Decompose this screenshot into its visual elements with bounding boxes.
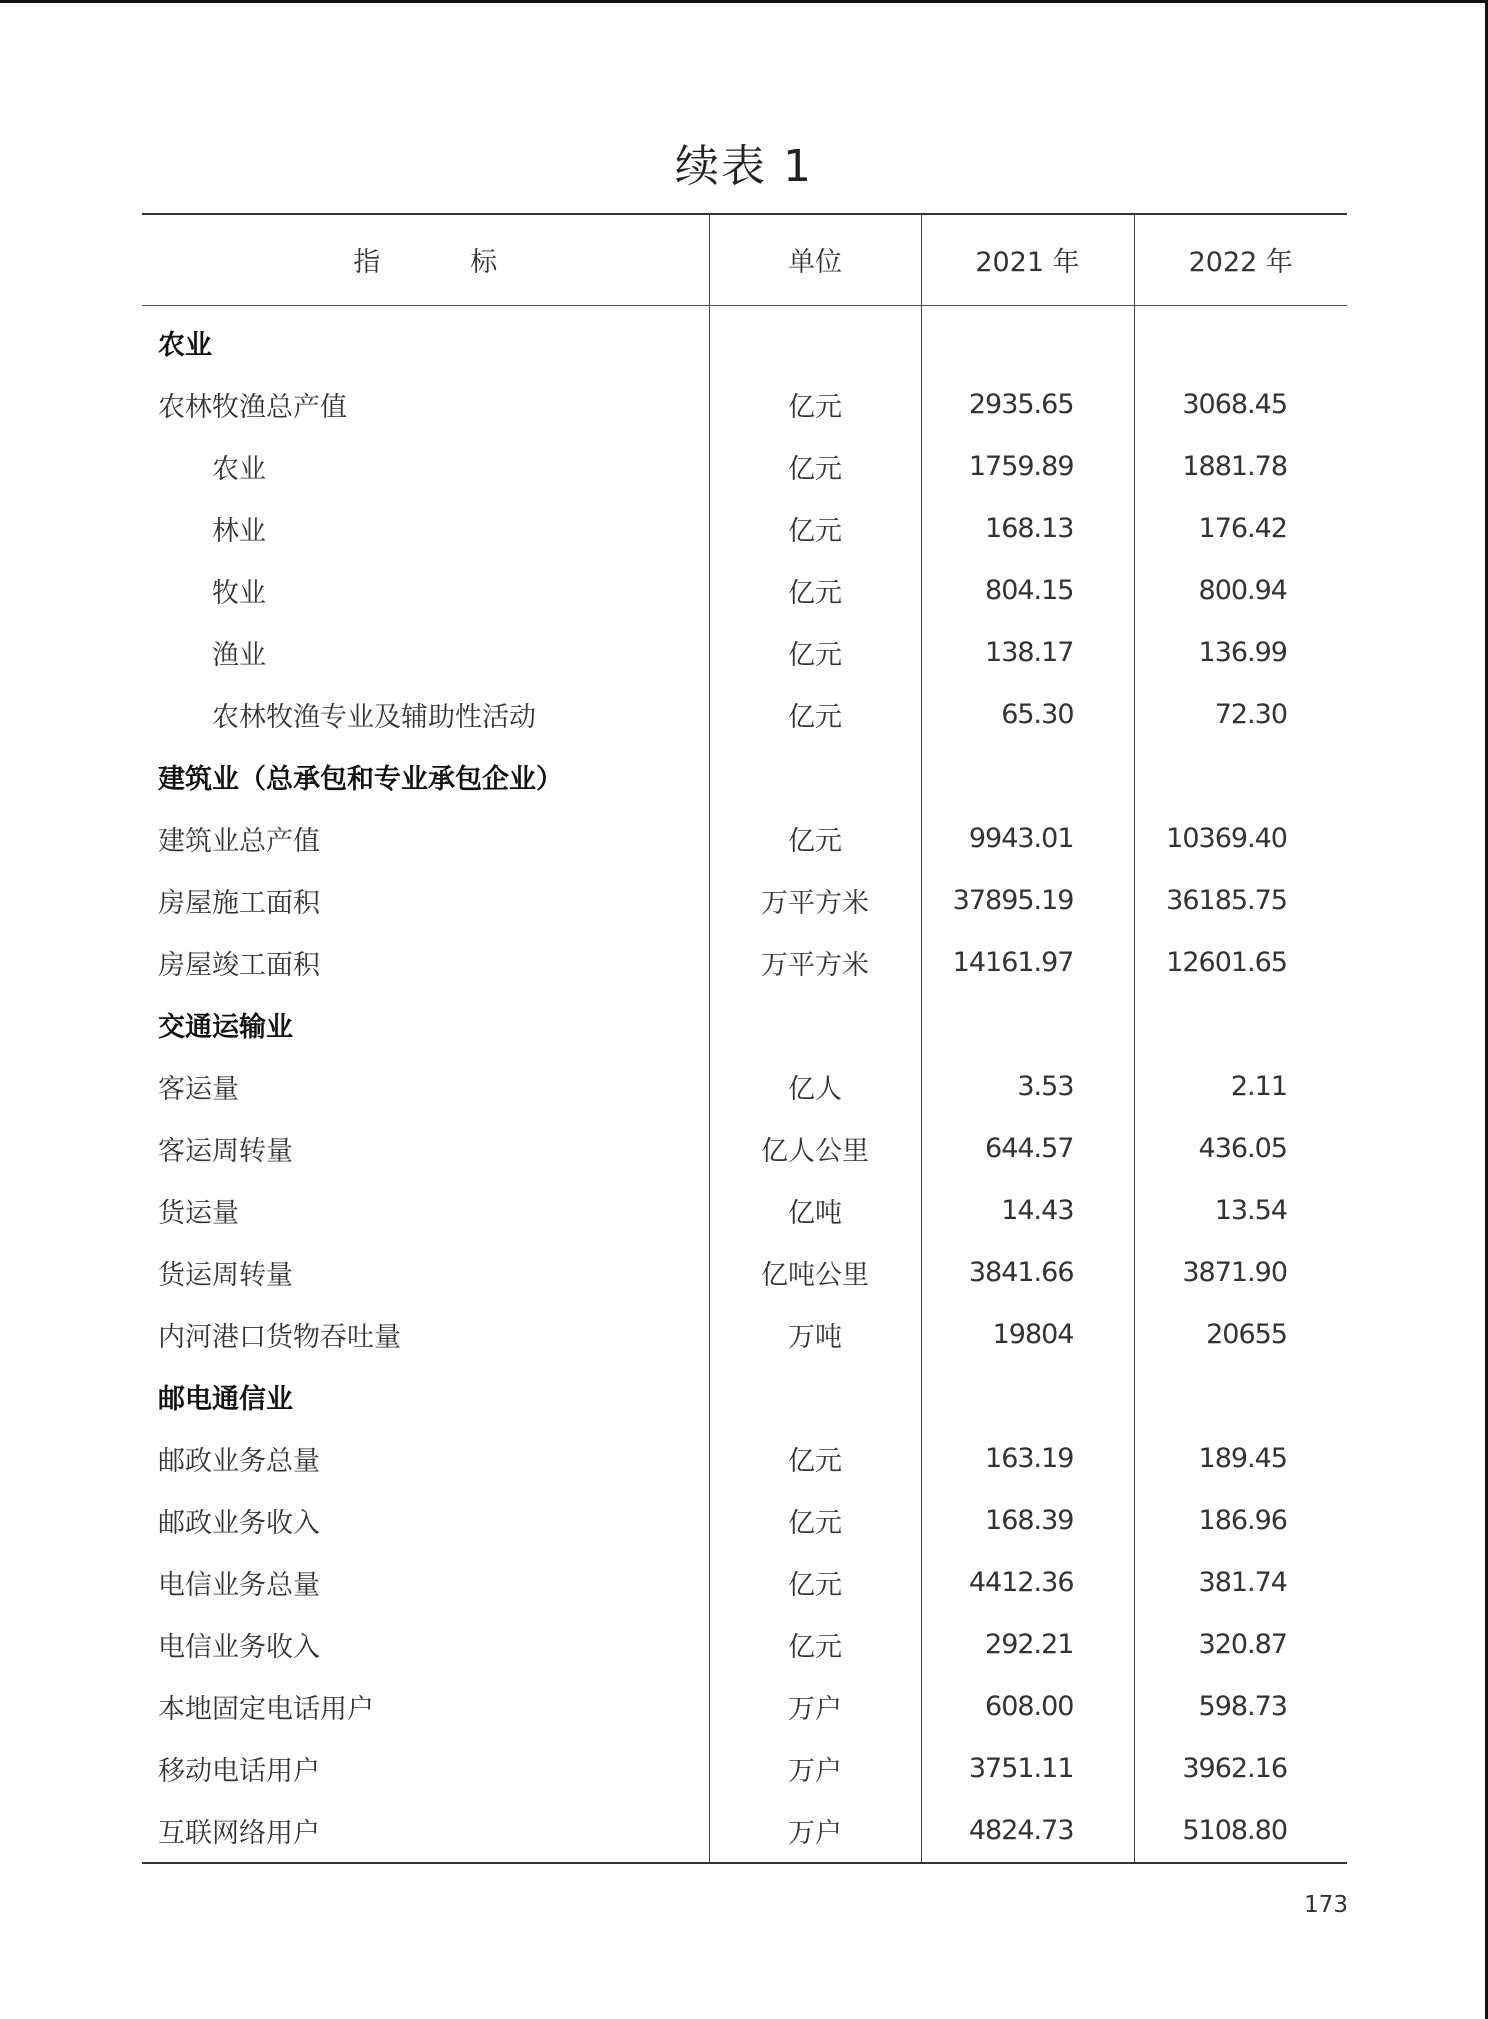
indicator-cell: 电信业务收入 bbox=[158, 1632, 320, 1663]
unit-cell: 亿吨公里 bbox=[709, 1242, 921, 1304]
indicator-cell: 建筑业总产值 bbox=[158, 826, 320, 857]
unit-cell: 万户 bbox=[709, 1676, 921, 1738]
indicator-cell: 邮政业务总量 bbox=[158, 1446, 320, 1477]
table-row bbox=[142, 374, 1347, 436]
value-2021-cell: 644.57 bbox=[921, 1118, 1134, 1180]
value-2022-cell bbox=[1134, 994, 1347, 1056]
unit-cell: 亿元 bbox=[709, 374, 921, 436]
indicator-cell: 货运周转量 bbox=[158, 1260, 293, 1291]
value-2022-cell bbox=[1134, 746, 1347, 808]
indicator-cell: 农林牧渔专业及辅助性活动 bbox=[212, 702, 536, 733]
table-row bbox=[142, 808, 1347, 870]
top-border-line bbox=[0, 0, 1488, 3]
value-2022-cell: 3068.45 bbox=[1134, 374, 1347, 436]
unit-cell bbox=[709, 746, 921, 808]
table-body bbox=[142, 305, 1347, 1863]
value-2022-cell bbox=[1134, 305, 1347, 374]
table-row bbox=[142, 1490, 1347, 1552]
unit-cell bbox=[709, 1366, 921, 1428]
unit-cell: 亿人公里 bbox=[709, 1118, 921, 1180]
header-year-2021: 2021 年 bbox=[921, 214, 1134, 305]
section-header-row bbox=[142, 305, 1347, 374]
value-2022-cell: 186.96 bbox=[1134, 1490, 1347, 1552]
table-row bbox=[142, 1800, 1347, 1863]
table-row bbox=[142, 1304, 1347, 1366]
value-2021-cell: 168.39 bbox=[921, 1490, 1134, 1552]
value-2022-cell: 436.05 bbox=[1134, 1118, 1347, 1180]
unit-cell: 万吨 bbox=[709, 1304, 921, 1366]
table-row bbox=[142, 932, 1347, 994]
unit-cell: 亿元 bbox=[709, 498, 921, 560]
table-row bbox=[142, 1676, 1347, 1738]
statistics-table bbox=[142, 213, 1347, 1864]
indicator-cell: 本地固定电话用户 bbox=[158, 1694, 374, 1725]
unit-cell: 亿元 bbox=[709, 684, 921, 746]
indicator-cell: 牧业 bbox=[212, 578, 266, 609]
page-title: 续表 1 bbox=[675, 141, 813, 192]
value-2022-cell: 320.87 bbox=[1134, 1614, 1347, 1676]
indicator-cell: 移动电话用户 bbox=[158, 1756, 320, 1787]
value-2022-cell: 72.30 bbox=[1134, 684, 1347, 746]
indicator-cell: 交通运输业 bbox=[158, 1012, 293, 1043]
unit-cell: 亿元 bbox=[709, 808, 921, 870]
value-2021-cell: 4824.73 bbox=[921, 1800, 1134, 1863]
indicator-cell: 农业 bbox=[212, 454, 266, 485]
section-header-row bbox=[142, 1366, 1347, 1428]
unit-cell: 亿人 bbox=[709, 1056, 921, 1118]
table-row bbox=[142, 622, 1347, 684]
table-row bbox=[142, 1056, 1347, 1118]
unit-cell bbox=[709, 305, 921, 374]
value-2022-cell: 800.94 bbox=[1134, 560, 1347, 622]
unit-cell: 万户 bbox=[709, 1800, 921, 1863]
page-number: 173 bbox=[1304, 1892, 1348, 1918]
table-row bbox=[142, 1614, 1347, 1676]
value-2021-cell bbox=[921, 1366, 1134, 1428]
value-2021-cell: 3.53 bbox=[921, 1056, 1134, 1118]
table-row bbox=[142, 1738, 1347, 1800]
indicator-cell: 渔业 bbox=[212, 640, 266, 671]
indicator-cell: 房屋竣工面积 bbox=[158, 950, 320, 981]
table-header bbox=[142, 214, 1347, 305]
value-2021-cell: 4412.36 bbox=[921, 1552, 1134, 1614]
table-row bbox=[142, 1428, 1347, 1490]
unit-cell: 亿元 bbox=[709, 1552, 921, 1614]
value-2021-cell bbox=[921, 746, 1134, 808]
indicator-cell: 互联网络用户 bbox=[158, 1818, 320, 1849]
unit-cell: 亿元 bbox=[709, 436, 921, 498]
value-2021-cell bbox=[921, 994, 1134, 1056]
header-indicator-part1: 指 bbox=[353, 247, 381, 279]
indicator-cell: 内河港口货物吞吐量 bbox=[158, 1322, 401, 1353]
value-2021-cell: 1759.89 bbox=[921, 436, 1134, 498]
value-2021-cell: 19804 bbox=[921, 1304, 1134, 1366]
header-year-2022: 2022 年 bbox=[1134, 214, 1347, 305]
table-row bbox=[142, 1242, 1347, 1304]
header-row bbox=[142, 214, 1347, 305]
table-row bbox=[142, 1118, 1347, 1180]
indicator-cell: 农林牧渔总产值 bbox=[158, 392, 347, 423]
table-row bbox=[142, 436, 1347, 498]
value-2021-cell: 9943.01 bbox=[921, 808, 1134, 870]
indicator-cell: 林业 bbox=[212, 516, 266, 547]
indicator-cell: 客运周转量 bbox=[158, 1136, 293, 1167]
value-2021-cell: 804.15 bbox=[921, 560, 1134, 622]
header-indicator-part2: 标 bbox=[470, 247, 498, 279]
indicator-cell: 邮电通信业 bbox=[158, 1384, 293, 1415]
value-2021-cell: 292.21 bbox=[921, 1614, 1134, 1676]
unit-cell: 亿元 bbox=[709, 1490, 921, 1552]
value-2021-cell: 168.13 bbox=[921, 498, 1134, 560]
value-2022-cell: 12601.65 bbox=[1134, 932, 1347, 994]
unit-cell: 万平方米 bbox=[709, 870, 921, 932]
unit-cell: 亿元 bbox=[709, 622, 921, 684]
value-2021-cell: 37895.19 bbox=[921, 870, 1134, 932]
indicator-cell: 货运量 bbox=[158, 1198, 239, 1229]
value-2022-cell: 136.99 bbox=[1134, 622, 1347, 684]
value-2022-cell bbox=[1134, 1366, 1347, 1428]
value-2022-cell: 381.74 bbox=[1134, 1552, 1347, 1614]
value-2022-cell: 189.45 bbox=[1134, 1428, 1347, 1490]
value-2021-cell: 3841.66 bbox=[921, 1242, 1134, 1304]
value-2021-cell: 3751.11 bbox=[921, 1738, 1134, 1800]
value-2022-cell: 1881.78 bbox=[1134, 436, 1347, 498]
unit-cell bbox=[709, 994, 921, 1056]
indicator-cell: 邮政业务收入 bbox=[158, 1508, 320, 1539]
value-2022-cell: 36185.75 bbox=[1134, 870, 1347, 932]
section-header-row bbox=[142, 746, 1347, 808]
table-row bbox=[142, 870, 1347, 932]
unit-cell: 亿元 bbox=[709, 1428, 921, 1490]
value-2021-cell: 14.43 bbox=[921, 1180, 1134, 1242]
value-2021-cell: 65.30 bbox=[921, 684, 1134, 746]
indicator-cell: 房屋施工面积 bbox=[158, 888, 320, 919]
section-header-row bbox=[142, 994, 1347, 1056]
unit-cell: 万户 bbox=[709, 1738, 921, 1800]
indicator-cell: 农业 bbox=[158, 330, 212, 361]
value-2022-cell: 20655 bbox=[1134, 1304, 1347, 1366]
value-2021-cell: 163.19 bbox=[921, 1428, 1134, 1490]
value-2021-cell: 608.00 bbox=[921, 1676, 1134, 1738]
value-2022-cell: 3871.90 bbox=[1134, 1242, 1347, 1304]
value-2021-cell: 14161.97 bbox=[921, 932, 1134, 994]
indicator-cell: 建筑业（总承包和专业承包企业） bbox=[158, 764, 563, 795]
header-unit: 单位 bbox=[709, 214, 921, 305]
header-indicator bbox=[142, 214, 709, 305]
value-2022-cell: 10369.40 bbox=[1134, 808, 1347, 870]
indicator-cell: 电信业务总量 bbox=[158, 1570, 320, 1601]
value-2021-cell: 2935.65 bbox=[921, 374, 1134, 436]
unit-cell: 亿元 bbox=[709, 560, 921, 622]
table-row bbox=[142, 560, 1347, 622]
value-2022-cell: 598.73 bbox=[1134, 1676, 1347, 1738]
value-2021-cell: 138.17 bbox=[921, 622, 1134, 684]
value-2022-cell: 13.54 bbox=[1134, 1180, 1347, 1242]
unit-cell: 亿元 bbox=[709, 1614, 921, 1676]
table-row bbox=[142, 1552, 1347, 1614]
value-2022-cell: 2.11 bbox=[1134, 1056, 1347, 1118]
value-2022-cell: 3962.16 bbox=[1134, 1738, 1347, 1800]
value-2022-cell: 176.42 bbox=[1134, 498, 1347, 560]
value-2021-cell bbox=[921, 305, 1134, 374]
indicator-cell: 客运量 bbox=[158, 1074, 239, 1105]
value-2022-cell: 5108.80 bbox=[1134, 1800, 1347, 1863]
table-row bbox=[142, 684, 1347, 746]
unit-cell: 亿吨 bbox=[709, 1180, 921, 1242]
table-row bbox=[142, 498, 1347, 560]
unit-cell: 万平方米 bbox=[709, 932, 921, 994]
table-row bbox=[142, 1180, 1347, 1242]
